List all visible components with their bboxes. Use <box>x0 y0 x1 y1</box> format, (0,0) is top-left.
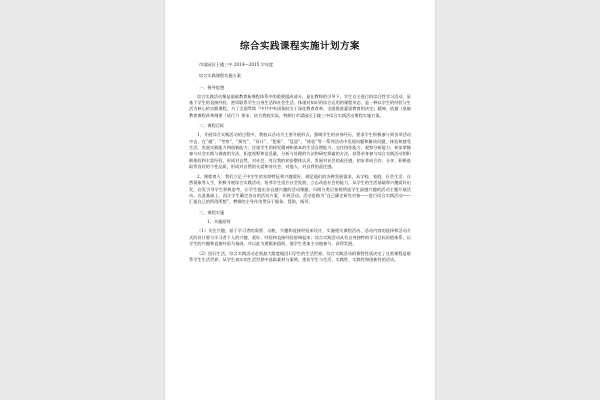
document-title: 综合实践课程实施计划方案 <box>239 41 360 52</box>
section2-paragraph-2: 2、课程育人：我们立足于中学生的年龄特征和兴趣爱好，满足他们的各种发展需求，从学校、家庭、社会生活、自然现象等入手，积极开展综合实践活动，培养学生适应社会发展、立志改造社会的能力，从学生的生活基础和兴趣爱好出发，启发引导学生积极思考，让学生提出各自感兴趣的活动课题，归纳分类后按照所选学生最感兴趣的活动主题开展活动。在此基础上，再让学生确定各自的活动方案，开展活动。活动思路为“自己确定研究对象——进行综合实践活动——汇报自己的所得所想”，教师的主导作用贯穿于服务、帮助、指导。 <box>189 174 411 205</box>
plan-name-line: 综合实践课程实施方案 <box>199 73 241 79</box>
document-content <box>165 0 435 264</box>
section1-heading: 一、指导思想 <box>199 84 225 90</box>
section3-heading: 三、课程实施 <box>199 209 225 215</box>
section3-subheading: 1、实施原则 <box>207 218 231 224</box>
school-year-line: 市梁园区王楼三中 2014—2015 学年度 <box>199 62 274 67</box>
section2-heading: 二、课程目标 <box>199 123 225 129</box>
section3-paragraph-2: （2）回归生活，综合实践活动必须最大限度地回归学生的生活世界，综合实践活动的课程性质决定了这类课程是联系学生生活世界，从学生真实的生活世界中选取素材与案例，密切学生与生活、实践性、实践性和创新性的活动。 <box>189 251 411 263</box>
section2-paragraph-1: 1、开展综合实践活动的过程中，我校以活动为主要开展形式，强调学生的亲身经历，要求学生积极参与到各项活动中去，在“做”、“考察”、“探究”、“设计”、“想象”、“反思”、“体验”等一系列活动中发现问题和解决问题，体验和感受生活，发展实践能力和创新能力；注重学生的探究精神和基本的生活自理能力、交往协作能力、观察分析能力；初步掌握参与社会实践与调查的方法，拓宽视野和信息量，分析与处理的方法和研究探索的方法，获得亲身参与综合实践活动的积极体验和丰富经验，形成对自然、对社会、对自我的初步整体认识，发展对社会的责任感，初步养成合作、分享、积极进取等良好的个性品质，形成对自然的关爱和对社会、对他人、对自我的责任感。 <box>189 132 411 169</box>
section1-paragraph: 综合实践活动课是基础教育新课程体系中的重要组成部分，是在教师的引导下，学生自主进行的综合性学习活动，是基于学生的直接经验、密切联系学生自身生活和社会生活，体现对知识的综合运用的课程形态，是一种以学生的经验与生活为核心的实践课程。为了全面贯彻『中共中央国务院关于深化教育改革，全面推进素质教育的决定』精神，依据《基础教育课程改革纲要（试行）》要求，结合我校实际，特制订市梁园区王楼三中综合实践活动课程实施方案。 <box>189 93 411 118</box>
document-page <box>165 0 435 400</box>
section3-paragraph-1: （1）关注兴趣，基于学习者的需要、动机、兴趣和直接经验来设计，实施相关课程活动，活动内容的选择和活动方式的设计要与学习者个人的兴趣、爱好、经验和直接经验协调起来；综合实践活动具有自身独特的学习目标价值体系，以学生的兴趣和直接经验为基础，并以此为逻辑来组织，使学生更加主动地参与，获得发展。 <box>189 228 411 246</box>
